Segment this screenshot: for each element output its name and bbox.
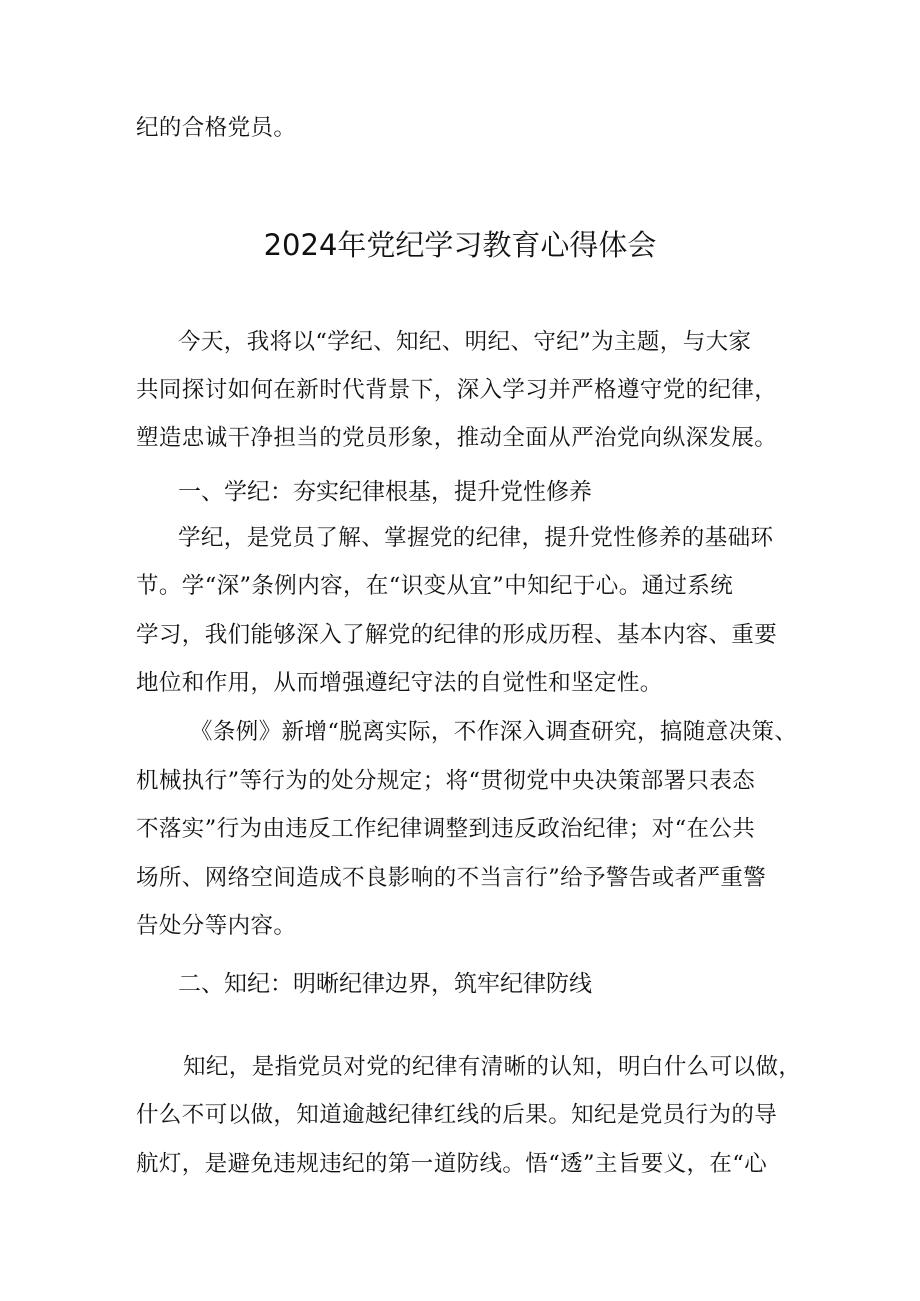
paragraph-line: 场所、网络空间造成不良影响的不当言行”给予警告或者严重警 [136,865,767,891]
section-heading-1: 一、学纪：夯实纪律根基，提升党性修养 [178,479,592,505]
paragraph-line: 塑造忠诚干净担当的党员形象，推动全面从严治党向纵深发展。 [136,425,778,451]
carryover-line: 纪的合格党员。 [136,115,297,141]
paragraph-line: 航灯，是避免违规违纪的第一道防线。悟“透”主旨要义，在“心 [136,1151,768,1177]
paragraph-line: 共同探讨如何在新时代背景下，深入学习并严格遵守党的纪律， [136,377,778,403]
section-heading-2: 二、知纪：明晰纪律边界，筑牢纪律防线 [178,971,592,997]
paragraph-line: 节。学“深”条例内容，在“识变从宜”中知纪于心。通过系统 [136,573,734,599]
paragraph-line: 今天，我将以“学纪、知纪、明纪、守纪”为主题，与大家 [178,329,752,355]
paragraph-line: 机械执行”等行为的处分规定；将“贯彻党中央决策部署只表态 [136,768,756,794]
paragraph-line: 告处分等内容。 [136,913,297,939]
paragraph-line: 不落实”行为由违反工作纪律调整到违反政治纪律；对“在公共 [136,816,756,842]
paragraph-line: 学习，我们能够深入了解党的纪律的形成历程、基本内容、重要 [136,622,778,648]
paragraph-line: 《条例》新增“脱离实际，不作深入调查研究，搞随意决策、 [190,719,798,745]
paragraph-line: 学纪，是党员了解、掌握党的纪律，提升党性修养的基础环 [178,525,774,551]
paragraph-line: 地位和作用，从而增强遵纪守法的自觉性和坚定性。 [136,670,663,696]
paragraph-line: 什么不可以做，知道逾越纪律红线的后果。知纪是党员行为的导 [136,1102,778,1128]
paragraph-line: 知纪，是指党员对党的纪律有清晰的认知，明白什么可以做， [183,1054,802,1080]
document-title: 2024年党纪学习教育心得体会 [263,228,657,262]
